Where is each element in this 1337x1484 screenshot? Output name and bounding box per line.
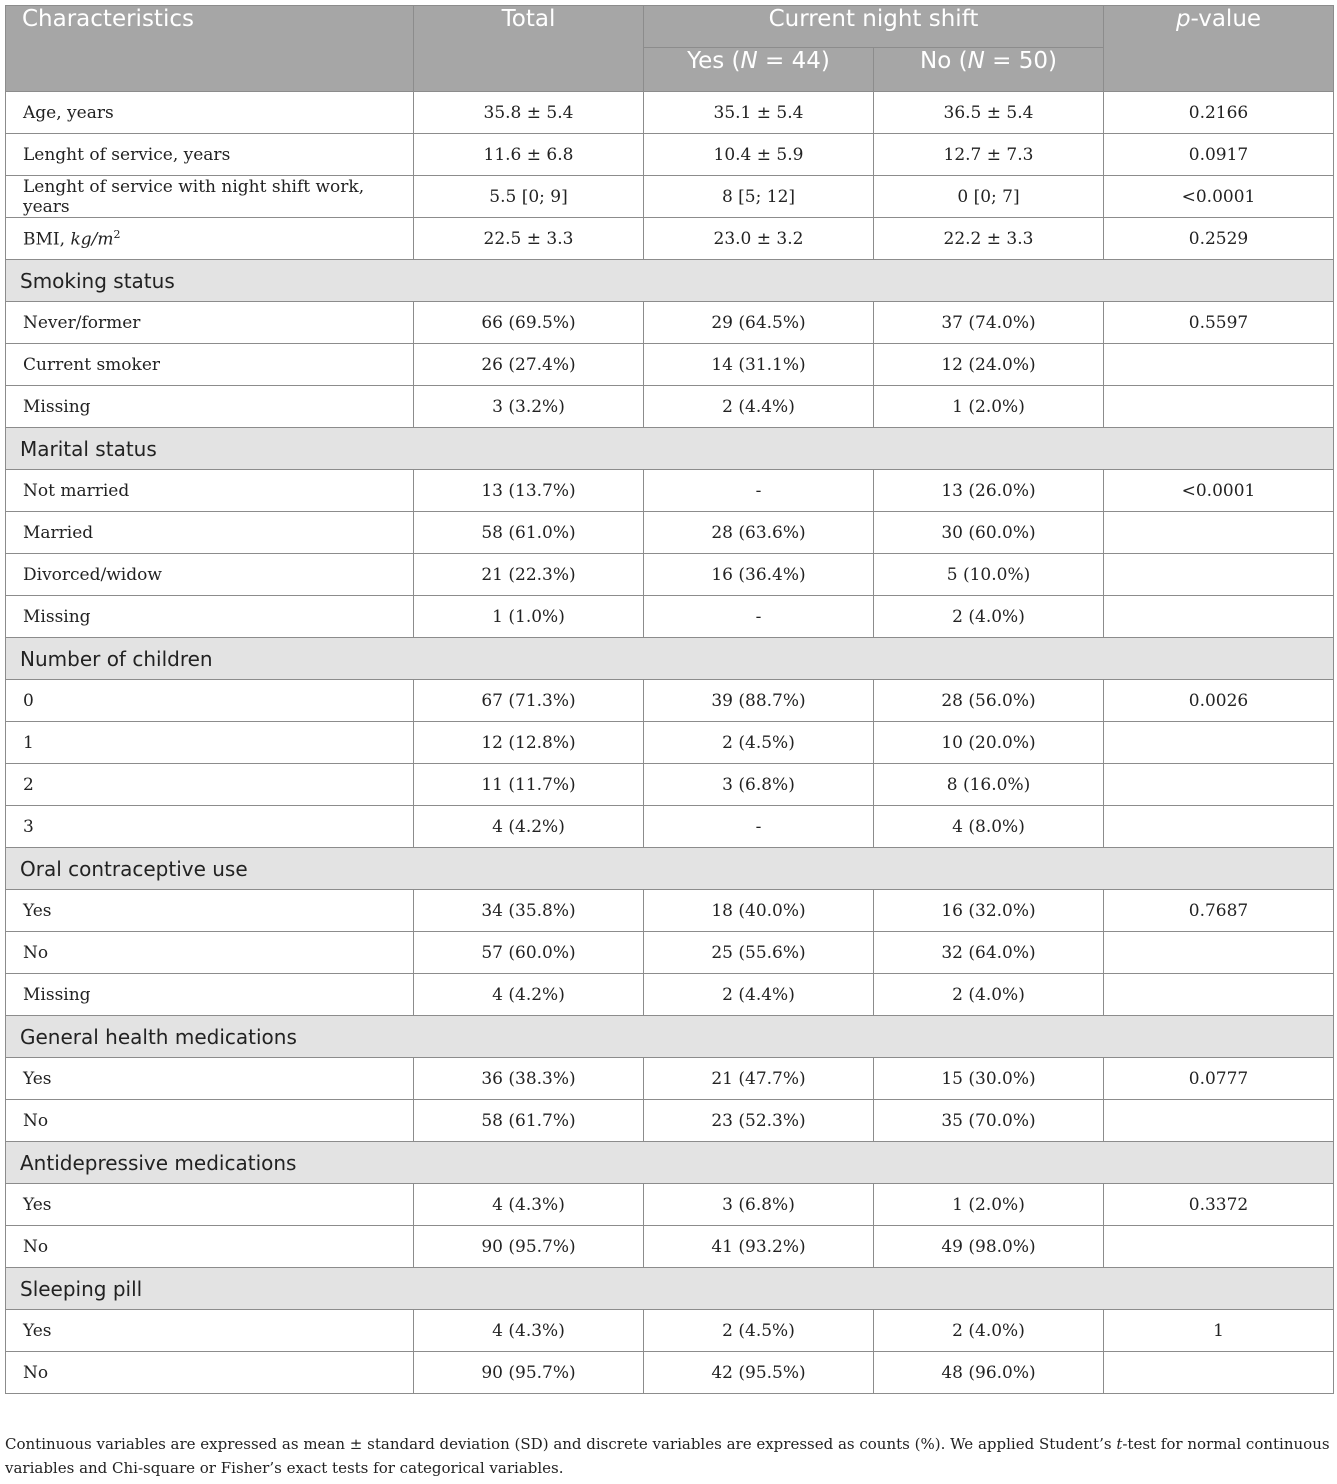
bmi-label-sup: 2 bbox=[113, 227, 121, 241]
bmi-yes: 23.0 ± 3.2 bbox=[644, 218, 874, 260]
section-header-row bbox=[6, 1016, 1334, 1058]
cell-p bbox=[1104, 974, 1334, 1016]
table-row bbox=[6, 596, 1334, 638]
cell-no: 0 [0; 7] bbox=[874, 176, 1104, 218]
characteristics-table bbox=[5, 5, 1334, 1394]
table-row bbox=[6, 722, 1334, 764]
table-footnote bbox=[5, 1432, 1333, 1480]
cell-total: 57 (60.0%) bbox=[414, 932, 644, 974]
table-row bbox=[6, 1100, 1334, 1142]
table-row bbox=[6, 470, 1334, 512]
cell-total: 11 (11.7%) bbox=[414, 764, 644, 806]
cell-total: 58 (61.7%) bbox=[414, 1100, 644, 1142]
header-p-value bbox=[1104, 6, 1334, 92]
cell-yes: 2 (4.4%) bbox=[644, 386, 874, 428]
header-no-group bbox=[874, 48, 1104, 92]
cell-p: 0.2166 bbox=[1104, 92, 1334, 134]
cell-total: 26 (27.4%) bbox=[414, 344, 644, 386]
bmi-label-unit: kg/m bbox=[70, 229, 114, 250]
header-no-suffix: = 50) bbox=[984, 48, 1057, 74]
cell-yes: 39 (88.7%) bbox=[644, 680, 874, 722]
cell-total: 1 (1.0%) bbox=[414, 596, 644, 638]
footnote-part2: -test for normal continuous variables and Chi-square or Fisher’s exact tests for categorical variables. bbox=[5, 1435, 1330, 1477]
table-row bbox=[6, 1184, 1334, 1226]
cell-p: 0.0026 bbox=[1104, 680, 1334, 722]
cell-label: Yes bbox=[6, 1058, 414, 1100]
cell-label: Divorced/widow bbox=[6, 554, 414, 596]
header-no-n: N bbox=[967, 48, 985, 74]
table-row bbox=[6, 680, 1334, 722]
cell-no: 1 (2.0%) bbox=[874, 1184, 1104, 1226]
cell-label: 0 bbox=[6, 680, 414, 722]
footnote-t: t bbox=[1116, 1435, 1123, 1453]
table-row bbox=[6, 176, 1334, 218]
cell-no: 1 (2.0%) bbox=[874, 386, 1104, 428]
cell-no: 12 (24.0%) bbox=[874, 344, 1104, 386]
cell-p bbox=[1104, 344, 1334, 386]
cell-p: 1 bbox=[1104, 1310, 1334, 1352]
cell-label: Not married bbox=[6, 470, 414, 512]
cell-total: 21 (22.3%) bbox=[414, 554, 644, 596]
header-p-suffix: -value bbox=[1190, 6, 1262, 32]
table-row bbox=[6, 932, 1334, 974]
cell-p: 0.0777 bbox=[1104, 1058, 1334, 1100]
cell-total: 3 (3.2%) bbox=[414, 386, 644, 428]
cell-no: 48 (96.0%) bbox=[874, 1352, 1104, 1394]
cell-total: 12 (12.8%) bbox=[414, 722, 644, 764]
header-yes-n: N bbox=[740, 48, 758, 74]
cell-yes: 23 (52.3%) bbox=[644, 1100, 874, 1142]
cell-no: 37 (74.0%) bbox=[874, 302, 1104, 344]
section-title: Sleeping pill bbox=[6, 1268, 1334, 1310]
cell-label: Yes bbox=[6, 1184, 414, 1226]
section-header-row bbox=[6, 638, 1334, 680]
section-header-row bbox=[6, 848, 1334, 890]
cell-no: 13 (26.0%) bbox=[874, 470, 1104, 512]
cell-no: 2 (4.0%) bbox=[874, 974, 1104, 1016]
cell-total: 4 (4.3%) bbox=[414, 1310, 644, 1352]
cell-p bbox=[1104, 554, 1334, 596]
table-row bbox=[6, 386, 1334, 428]
cell-total: 11.6 ± 6.8 bbox=[414, 134, 644, 176]
section-title: Number of children bbox=[6, 638, 1334, 680]
cell-label: Missing bbox=[6, 386, 414, 428]
cell-p bbox=[1104, 1100, 1334, 1142]
header-p-letter: p bbox=[1175, 6, 1191, 32]
cell-label: Married bbox=[6, 512, 414, 554]
cell-yes: 10.4 ± 5.9 bbox=[644, 134, 874, 176]
section-title: Antidepressive medications bbox=[6, 1142, 1334, 1184]
cell-p bbox=[1104, 512, 1334, 554]
cell-yes: 3 (6.8%) bbox=[644, 1184, 874, 1226]
cell-yes: 2 (4.4%) bbox=[644, 974, 874, 1016]
cell-label: 1 bbox=[6, 722, 414, 764]
bmi-label-prefix: BMI, bbox=[23, 229, 71, 250]
cell-total: 4 (4.2%) bbox=[414, 806, 644, 848]
cell-label: No bbox=[6, 932, 414, 974]
cell-label: Never/former bbox=[6, 302, 414, 344]
table-row bbox=[6, 512, 1334, 554]
cell-no: 2 (4.0%) bbox=[874, 1310, 1104, 1352]
cell-no: 49 (98.0%) bbox=[874, 1226, 1104, 1268]
cell-no: 16 (32.0%) bbox=[874, 890, 1104, 932]
cell-no: 4 (8.0%) bbox=[874, 806, 1104, 848]
table-row bbox=[6, 890, 1334, 932]
cell-p bbox=[1104, 932, 1334, 974]
section-title: Marital status bbox=[6, 428, 1334, 470]
cell-no: 5 (10.0%) bbox=[874, 554, 1104, 596]
table-row bbox=[6, 1058, 1334, 1100]
table-row bbox=[6, 302, 1334, 344]
table-row-bmi bbox=[6, 218, 1334, 260]
cell-yes: 42 (95.5%) bbox=[644, 1352, 874, 1394]
table-row bbox=[6, 134, 1334, 176]
cell-total: 90 (95.7%) bbox=[414, 1352, 644, 1394]
cell-no: 32 (64.0%) bbox=[874, 932, 1104, 974]
cell-label: Missing bbox=[6, 596, 414, 638]
header-yes-prefix: Yes ( bbox=[687, 48, 741, 74]
header-current-night-shift: Current night shift bbox=[644, 6, 1104, 48]
cell-no: 28 (56.0%) bbox=[874, 680, 1104, 722]
cell-label: Current smoker bbox=[6, 344, 414, 386]
cell-p bbox=[1104, 764, 1334, 806]
cell-total: 13 (13.7%) bbox=[414, 470, 644, 512]
section-title: Oral contraceptive use bbox=[6, 848, 1334, 890]
cell-label: 2 bbox=[6, 764, 414, 806]
cell-label: Yes bbox=[6, 890, 414, 932]
cell-yes: 18 (40.0%) bbox=[644, 890, 874, 932]
table-row bbox=[6, 92, 1334, 134]
bmi-label bbox=[6, 218, 414, 260]
cell-no: 12.7 ± 7.3 bbox=[874, 134, 1104, 176]
section-title: Smoking status bbox=[6, 260, 1334, 302]
bmi-total: 22.5 ± 3.3 bbox=[414, 218, 644, 260]
cell-yes: 21 (47.7%) bbox=[644, 1058, 874, 1100]
cell-label: 3 bbox=[6, 806, 414, 848]
header-yes-suffix: = 44) bbox=[757, 48, 830, 74]
cell-p: <0.0001 bbox=[1104, 470, 1334, 512]
cell-yes: 41 (93.2%) bbox=[644, 1226, 874, 1268]
cell-no: 2 (4.0%) bbox=[874, 596, 1104, 638]
table-row bbox=[6, 974, 1334, 1016]
cell-total: 4 (4.3%) bbox=[414, 1184, 644, 1226]
cell-no: 15 (30.0%) bbox=[874, 1058, 1104, 1100]
cell-p: <0.0001 bbox=[1104, 176, 1334, 218]
cell-total: 67 (71.3%) bbox=[414, 680, 644, 722]
table-row bbox=[6, 1352, 1334, 1394]
cell-yes: 28 (63.6%) bbox=[644, 512, 874, 554]
cell-no: 8 (16.0%) bbox=[874, 764, 1104, 806]
table-body bbox=[6, 92, 1334, 1394]
cell-total: 5.5 [0; 9] bbox=[414, 176, 644, 218]
cell-no: 36.5 ± 5.4 bbox=[874, 92, 1104, 134]
cell-no: 35 (70.0%) bbox=[874, 1100, 1104, 1142]
cell-yes: 16 (36.4%) bbox=[644, 554, 874, 596]
header-total: Total bbox=[414, 6, 644, 92]
footnote-part1: Continuous variables are expressed as mean ± standard deviation (SD) and discrete variables are expressed as counts (%). We applied Student’s bbox=[5, 1435, 1117, 1453]
cell-total: 36 (38.3%) bbox=[414, 1058, 644, 1100]
cell-p: 0.5597 bbox=[1104, 302, 1334, 344]
cell-total: 66 (69.5%) bbox=[414, 302, 644, 344]
cell-yes: - bbox=[644, 806, 874, 848]
cell-yes: 2 (4.5%) bbox=[644, 1310, 874, 1352]
bmi-p: 0.2529 bbox=[1104, 218, 1334, 260]
cell-p bbox=[1104, 596, 1334, 638]
header-no-prefix: No ( bbox=[920, 48, 968, 74]
cell-p bbox=[1104, 806, 1334, 848]
table-row bbox=[6, 554, 1334, 596]
cell-label: No bbox=[6, 1226, 414, 1268]
cell-yes: 14 (31.1%) bbox=[644, 344, 874, 386]
cell-yes: 25 (55.6%) bbox=[644, 932, 874, 974]
cell-yes: 8 [5; 12] bbox=[644, 176, 874, 218]
bmi-no: 22.2 ± 3.3 bbox=[874, 218, 1104, 260]
cell-total: 34 (35.8%) bbox=[414, 890, 644, 932]
table-row bbox=[6, 764, 1334, 806]
cell-label: Lenght of service, years bbox=[6, 134, 414, 176]
cell-total: 90 (95.7%) bbox=[414, 1226, 644, 1268]
header-yes-group bbox=[644, 48, 874, 92]
cell-label: Yes bbox=[6, 1310, 414, 1352]
cell-p: 0.7687 bbox=[1104, 890, 1334, 932]
section-header-row bbox=[6, 428, 1334, 470]
cell-total: 58 (61.0%) bbox=[414, 512, 644, 554]
table-row bbox=[6, 806, 1334, 848]
cell-p bbox=[1104, 386, 1334, 428]
table-header bbox=[6, 6, 1334, 92]
section-title: General health medications bbox=[6, 1016, 1334, 1058]
cell-p: 0.3372 bbox=[1104, 1184, 1334, 1226]
cell-label: No bbox=[6, 1352, 414, 1394]
table-row bbox=[6, 1226, 1334, 1268]
header-characteristics: Characteristics bbox=[6, 6, 414, 92]
cell-p: 0.0917 bbox=[1104, 134, 1334, 176]
section-header-row bbox=[6, 1268, 1334, 1310]
cell-yes: 2 (4.5%) bbox=[644, 722, 874, 764]
section-header-row bbox=[6, 260, 1334, 302]
cell-yes: 35.1 ± 5.4 bbox=[644, 92, 874, 134]
cell-yes: - bbox=[644, 470, 874, 512]
cell-yes: 29 (64.5%) bbox=[644, 302, 874, 344]
cell-no: 10 (20.0%) bbox=[874, 722, 1104, 764]
cell-p bbox=[1104, 1226, 1334, 1268]
cell-label: No bbox=[6, 1100, 414, 1142]
cell-label: Lenght of service with night shift work, years bbox=[6, 176, 414, 218]
cell-total: 35.8 ± 5.4 bbox=[414, 92, 644, 134]
table-row bbox=[6, 344, 1334, 386]
cell-yes: - bbox=[644, 596, 874, 638]
cell-label: Missing bbox=[6, 974, 414, 1016]
cell-p bbox=[1104, 1352, 1334, 1394]
section-header-row bbox=[6, 1142, 1334, 1184]
table-row bbox=[6, 1310, 1334, 1352]
cell-total: 4 (4.2%) bbox=[414, 974, 644, 1016]
cell-label: Age, years bbox=[6, 92, 414, 134]
cell-no: 30 (60.0%) bbox=[874, 512, 1104, 554]
cell-p bbox=[1104, 722, 1334, 764]
characteristics-table-wrapper bbox=[5, 5, 1333, 1394]
cell-yes: 3 (6.8%) bbox=[644, 764, 874, 806]
